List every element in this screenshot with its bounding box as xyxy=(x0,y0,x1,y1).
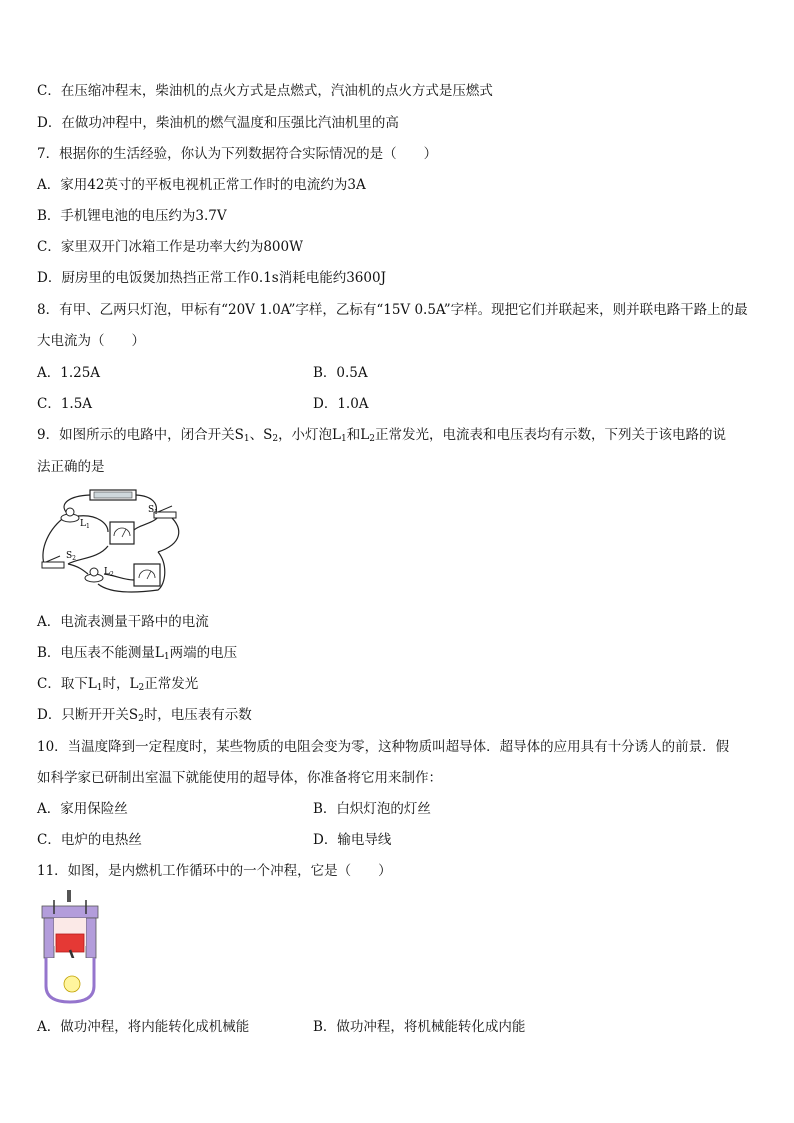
circuit-figure xyxy=(38,484,188,596)
label-l2: $L_2$ xyxy=(104,567,114,578)
q7-option-c: C．家里双开门冰箱工作是功率大约为800W xyxy=(37,239,303,255)
question-9-line2: 法正确的是 xyxy=(37,459,105,475)
q8-option-b: B．0.5A xyxy=(313,365,368,381)
q11-option-b: B．做功冲程，将机械能转化成内能 xyxy=(313,1019,526,1035)
q10-option-b: B．白炽灯泡的灯丝 xyxy=(313,801,431,817)
lamp-l1-icon xyxy=(66,508,74,516)
engine-figure xyxy=(38,890,102,1004)
q9-option-b: B．电压表不能测量$L_1$两端的电压 xyxy=(37,645,238,662)
q8-option-c: C．1.5A xyxy=(37,396,93,412)
q10-option-a: A．家用保险丝 xyxy=(37,801,128,817)
question-8-line2: 大电流为（ ） xyxy=(37,333,145,349)
lamp-l2-icon xyxy=(90,568,98,576)
question-10-line1: 10．当温度降到一定程度时，某些物质的电阻会变为零，这种物质叫超导体．超导体的应用具有十分诱人的前景．假 xyxy=(37,739,730,755)
q7-option-a: A．家用42英寸的平板电视机正常工作时的电流约为3A xyxy=(37,177,366,193)
piston-icon xyxy=(56,934,84,952)
spark-plug-icon xyxy=(67,890,71,902)
option-d-prev: D．在做功冲程中，柴油机的燃气温度和压强比汽油机里的高 xyxy=(37,115,399,131)
q7-option-b: B．手机锂电池的电压约为3.7V xyxy=(37,208,227,224)
q7-option-d: D．厨房里的电饭煲加热挡正常工作0.1s消耗电能约3600J xyxy=(37,270,386,286)
q10-option-d: D．输电导线 xyxy=(313,832,392,848)
label-l1: $L_1$ xyxy=(80,519,90,530)
question-9-line1: 9．如图所示的电路中，闭合开关$S_1$、$S_2$，小灯泡$L_1$和$L_2$正常发光，电流表和电压表均有示数，下列关于该电路的说 xyxy=(37,427,726,444)
question-11: 11．如图，是内燃机工作循环中的一个冲程，它是（ ） xyxy=(37,863,392,879)
q10-option-c: C．电炉的电热丝 xyxy=(37,832,142,848)
q9-option-a: A．电流表测量干路中的电流 xyxy=(37,614,209,630)
label-s1: $S_1$ xyxy=(148,505,158,516)
q9-option-c: C．取下$L_1$时，$L_2$正常发光 xyxy=(37,676,199,693)
question-10-line2: 如科学家已研制出室温下就能使用的超导体，你准备将它用来制作： xyxy=(37,770,442,786)
label-s2: $S_2$ xyxy=(66,551,76,562)
question-8-line1: 8．有甲、乙两只灯泡，甲标有“20V 1.0A”字样，乙标有“15V 0.5A”字样。现把它们并联起来，则并联电路干路上的最 xyxy=(37,302,748,318)
voltmeter-icon xyxy=(134,564,160,586)
ammeter-icon xyxy=(110,522,134,544)
crankshaft-icon xyxy=(64,976,80,992)
q8-option-a: A．1.25A xyxy=(37,365,101,381)
q8-option-d: D．1.0A xyxy=(313,396,369,412)
q11-option-a: A．做功冲程，将内能转化成机械能 xyxy=(37,1019,250,1035)
q9-option-d: D．只断开开关$S_2$时，电压表有示数 xyxy=(37,707,252,724)
question-7: 7．根据你的生活经验，你认为下列数据符合实际情况的是（ ） xyxy=(37,146,438,162)
option-c-prev: C．在压缩冲程末，柴油机的点火方式是点燃式，汽油机的点火方式是压燃式 xyxy=(37,83,493,99)
switch-s2-icon xyxy=(42,562,64,568)
